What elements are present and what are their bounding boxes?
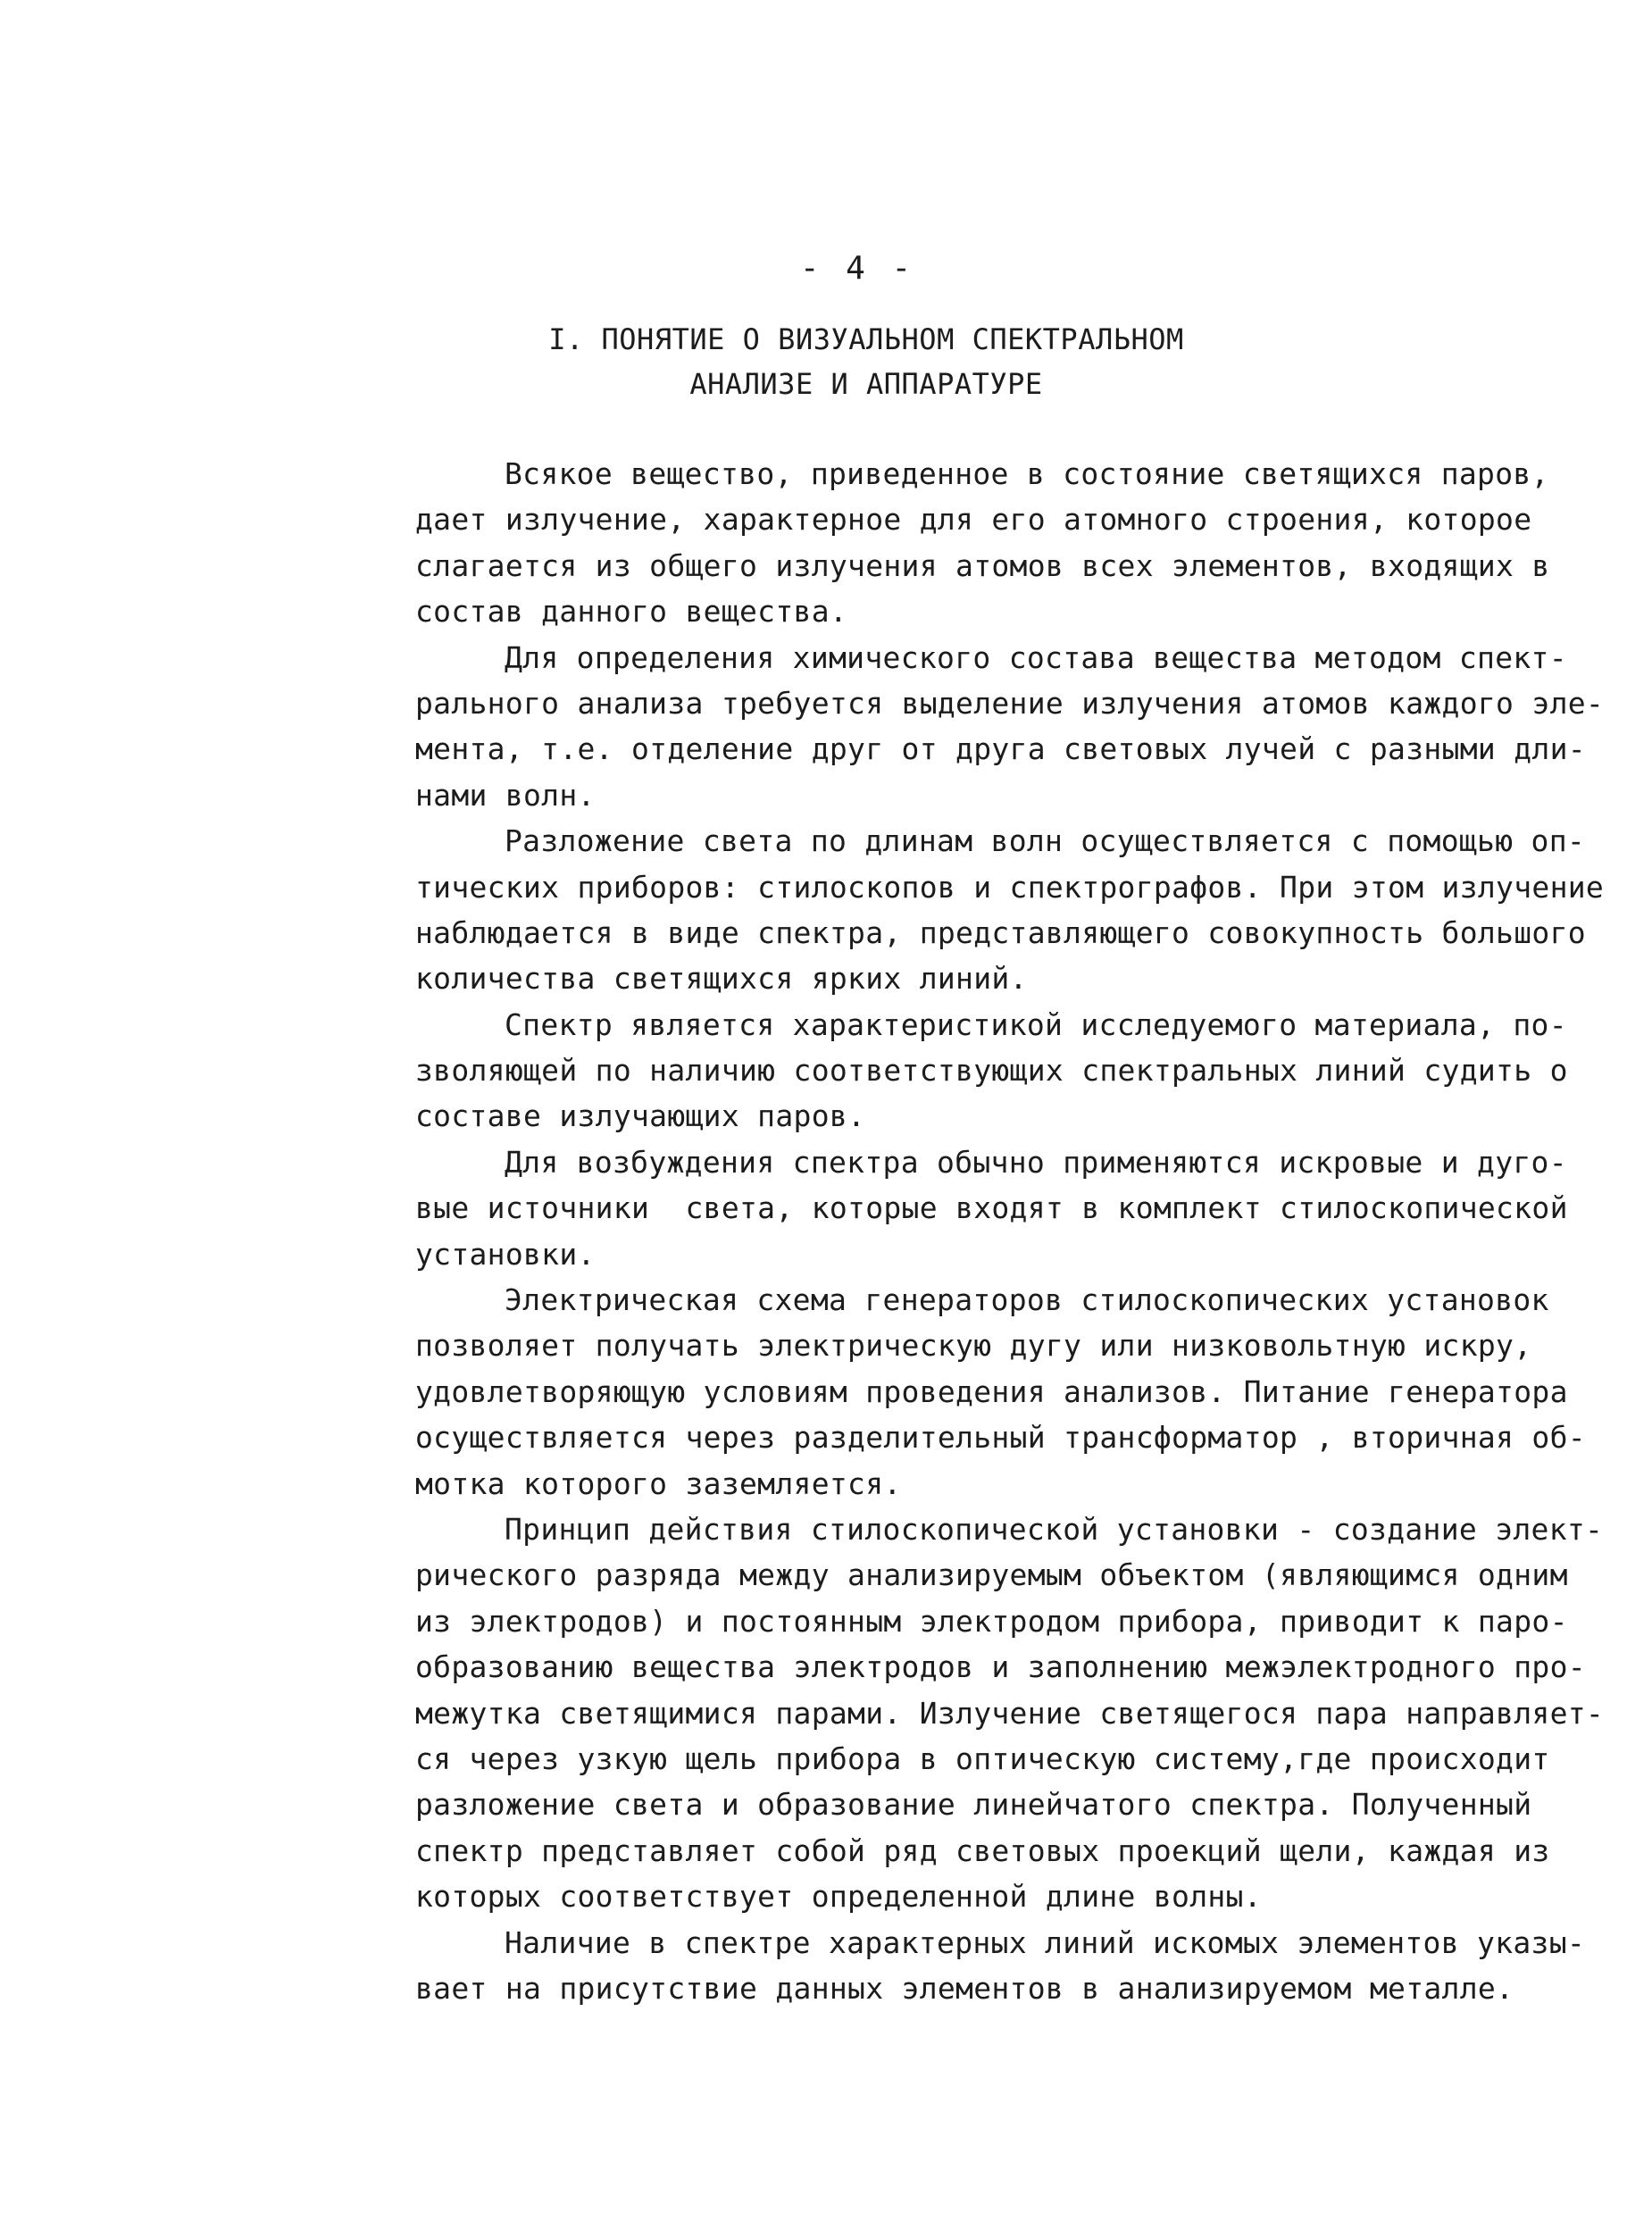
text-line: удовлетворяющую условиям проведения анализов. Питание генератора xyxy=(415,1373,1568,1409)
text-line: разложение света и образование линейчатого спектра. Полученный xyxy=(415,1787,1532,1823)
section-heading xyxy=(0,317,1652,406)
text-line: мотка которого заземляется. xyxy=(415,1465,902,1501)
text-line: Разложение света по длинам волн осуществляется с помощью оп- xyxy=(505,823,1586,859)
page-number: - 4 - xyxy=(799,250,915,287)
text-line: рического разряда между анализируемым объектом (являющимся одним xyxy=(415,1557,1568,1593)
body-text xyxy=(415,451,1616,2011)
section-heading-line-2: АНАЛИЗЕ И АППАРАТУРЕ xyxy=(689,367,1043,401)
text-line: Всякое вещество, приведенное в состояние светящихся паров, xyxy=(505,456,1549,491)
text-line: образованию вещества электродов и заполнению межэлектродного про- xyxy=(415,1649,1586,1685)
text-line: Для определения химического состава вещества методом спект- xyxy=(505,639,1567,675)
text-line: Электрическая схема генераторов стилоскопических установок xyxy=(505,1282,1549,1318)
text-line: установки. xyxy=(415,1236,596,1272)
text-line: зволяющей по наличию соответствующих спектральных линий судить о xyxy=(415,1053,1568,1089)
text-line: вые источники света, которые входят в комплект стилоскопической xyxy=(415,1190,1568,1226)
text-line: мента, т.е. отделение друг от друга световых лучей с разными дли- xyxy=(415,731,1586,767)
text-line: составе излучающих паров. xyxy=(415,1098,866,1134)
text-line: спектр представляет собой ряд световых проекций щели, каждая из xyxy=(415,1832,1550,1868)
text-line: тических приборов: стилоскопов и спектрографов. При этом излучение xyxy=(415,869,1605,905)
text-line: Спектр является характеристикой исследуемого материала, по- xyxy=(505,1006,1567,1042)
text-line: Принцип действия стилоскопической установки - создание элект- xyxy=(505,1511,1604,1547)
text-line: дает излучение, характерное для его атомного строения, которое xyxy=(415,502,1532,538)
text-line: осуществляется через разделительный трансформатор , вторичная об- xyxy=(415,1420,1586,1456)
text-line: рального анализа требуется выделение излучения атомов каждого эле- xyxy=(415,685,1605,721)
text-line: Наличие в спектре характерных линий искомых элементов указы- xyxy=(505,1924,1586,1960)
text-line: позволяет получать электрическую дугу или низковольтную искру, xyxy=(415,1328,1532,1364)
text-line: слагается из общего излучения атомов всех элементов, входящих в xyxy=(415,547,1550,583)
text-line: наблюдается в виде спектра, представляющего совокупность большого xyxy=(415,914,1586,950)
section-heading-line-1: I. ПОНЯТИЕ О ВИЗУАЛЬНОМ СПЕКТРАЛЬНОМ xyxy=(548,322,1184,356)
text-line: Для возбуждения спектра обычно применяются искровые и дуго- xyxy=(505,1144,1567,1180)
text-line: количества светящихся ярких линий. xyxy=(415,961,1028,997)
text-line: нами волн. xyxy=(415,777,596,813)
text-line: вает на присутствие данных элементов в анализируемом металле. xyxy=(415,1970,1514,2006)
text-line: состав данного вещества. xyxy=(415,594,848,630)
text-line: ся через узкую щель прибора в оптическую систему,где происходит xyxy=(415,1740,1550,1776)
text-line: межутка светящимися парами. Излучение светящегося пара направляет- xyxy=(415,1695,1605,1731)
text-line: которых соответствует определенной длине волны. xyxy=(415,1879,1262,1915)
text-line: из электродов) и постоянным электродом прибора, приводит к паро- xyxy=(415,1603,1568,1639)
